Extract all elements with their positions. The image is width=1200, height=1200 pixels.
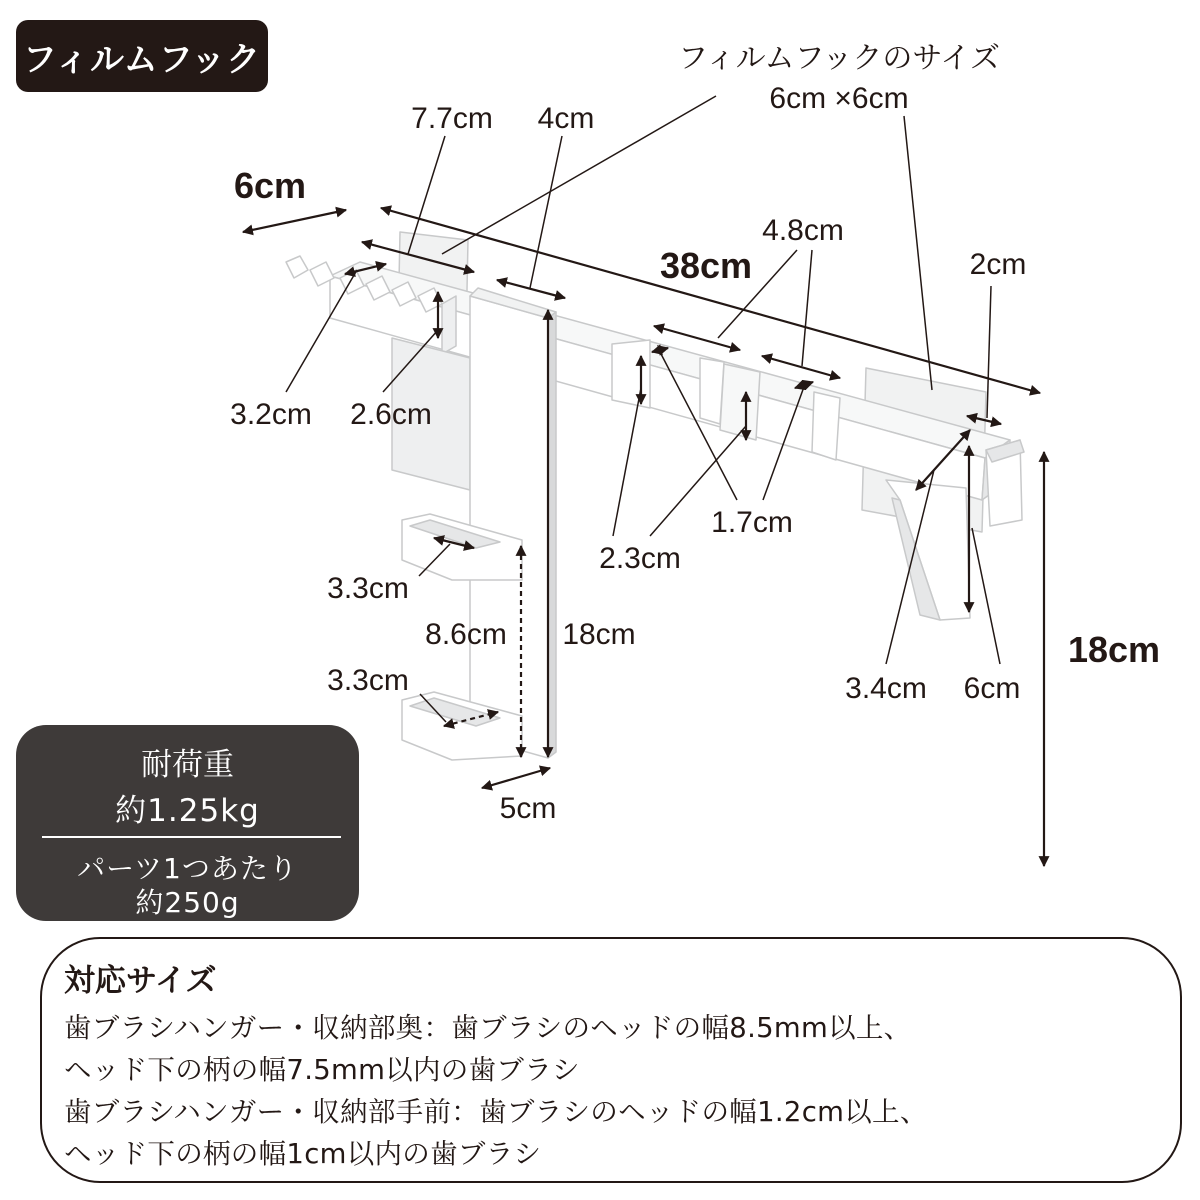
- label-1-7cm: 1.7cm: [711, 506, 793, 539]
- label-3-3cm-upper: 3.3cm: [327, 572, 409, 605]
- label-38cm: 38cm: [659, 245, 753, 286]
- load-divider: [42, 836, 341, 838]
- per-part-value: 約250g: [135, 886, 240, 919]
- label-3-3cm-lower: 3.3cm: [327, 664, 409, 697]
- label-5cm: 5cm: [499, 792, 557, 825]
- dimension-labels: [230, 42, 1160, 825]
- compatible-size-title: 対応サイズ: [64, 963, 217, 999]
- dim-arrow-6cm: [243, 210, 346, 232]
- label-18cm-total: 18cm: [1067, 629, 1161, 670]
- load-capacity-value: 約1.25kg: [115, 793, 260, 829]
- per-part-label: パーツ1つあたり: [77, 852, 298, 885]
- load-capacity-box: [16, 725, 359, 921]
- label-3-4cm: 3.4cm: [845, 672, 927, 705]
- label-7-7cm: 7.7cm: [411, 102, 493, 135]
- load-capacity-label: 耐荷重: [141, 747, 234, 783]
- dim-arrow-5cm: [482, 768, 550, 788]
- leg-front: [470, 296, 548, 758]
- clip-3: [812, 392, 840, 460]
- label-6cm-width: 6cm: [233, 165, 307, 206]
- label-2-3cm: 2.3cm: [599, 542, 681, 575]
- label-4cm: 4cm: [537, 102, 595, 135]
- film-hook-size-label: フィルムフックのサイズ: [678, 42, 1000, 75]
- film-hook-size-value: 6cm ×6cm: [769, 82, 909, 115]
- label-6cm-right: 6cm: [963, 672, 1021, 705]
- label-8-6cm: 8.6cm: [425, 618, 507, 651]
- title-tag: フィルムフック: [16, 20, 268, 92]
- label-2cm: 2cm: [969, 248, 1027, 281]
- label-2-6cm: 2.6cm: [350, 398, 432, 431]
- label-4-8cm: 4.8cm: [762, 214, 844, 247]
- label-3-2cm: 3.2cm: [230, 398, 312, 431]
- compatible-size-box: [40, 937, 1182, 1183]
- compatible-size-line: 歯ブラシハンガー・収納部手前：歯ブラシのヘッドの幅1.2cm以上、: [64, 1096, 928, 1128]
- compatible-size-line: 歯ブラシハンガー・収納部奥：歯ブラシのヘッドの幅8.5mm以上、: [64, 1012, 912, 1044]
- clip-1: [612, 340, 650, 408]
- compatible-size-line: ヘッド下の柄の幅1cm以内の歯ブラシ: [64, 1138, 542, 1170]
- label-18cm-inner: 18cm: [562, 618, 636, 651]
- compatible-size-line: ヘッド下の柄の幅7.5mm以内の歯ブラシ: [64, 1054, 580, 1086]
